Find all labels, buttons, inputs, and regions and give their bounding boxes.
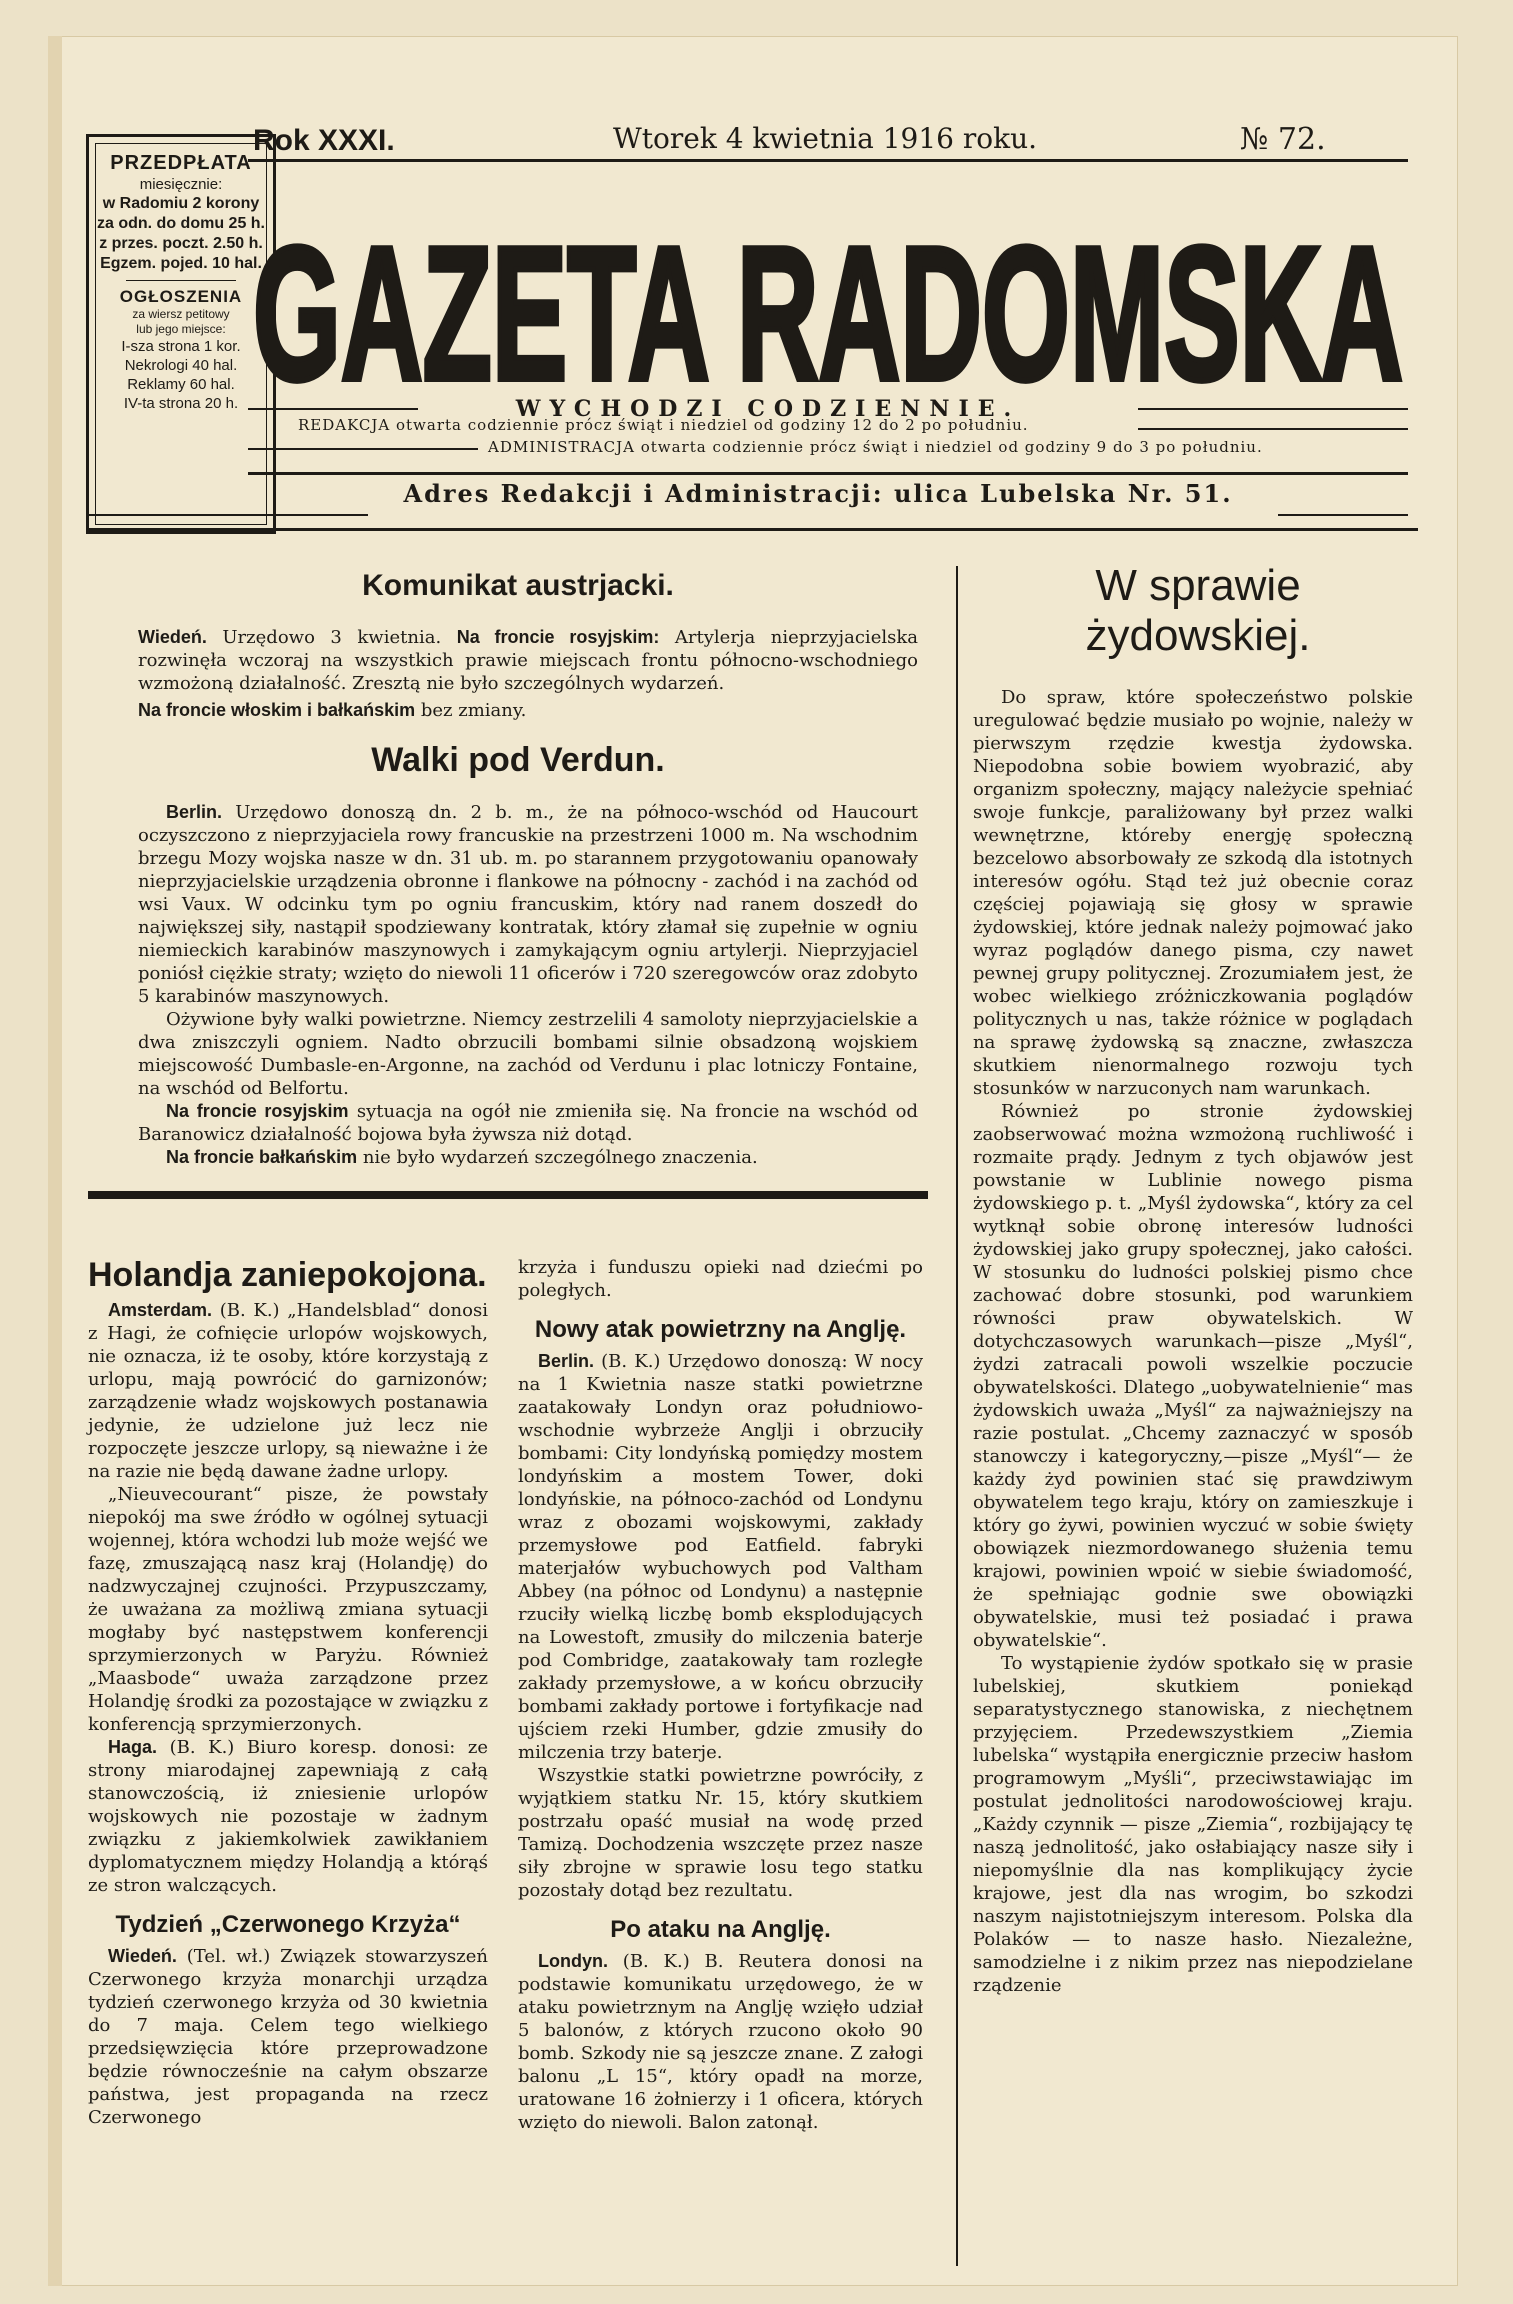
ads-obituaries: Nekrologi 40 hal. (124, 357, 238, 374)
verdun-paragraph-2: Ożywione były walki powietrzne. Niemcy zestrzelili 4 samoloty nieprzyjacielskie a dwa zniszczyli ogniem. Nadto obrzucili bombami silnie obsadzoną wojskiem miejscowość Dumbasle-en-Argonne, na zachód od Verdunu i plac lotniczy Fontaine, na wschód od Belfortu. (138, 1009, 918, 1099)
komunikat-text-a: Urzędowo 3 kwietnia. (222, 627, 442, 648)
po-ataku-text: (B. K.) B. Reutera donosi na podstawie komunikatu urzędowego, że w ataku powietrznym na Anglję wzięło udział 5 balonów, z których rzucono około 90 bomb. Szkody nie są jeszcze znane. Z załogi balonu „L 15“, który opadł na morze, uratowane 16 żołnierzy i 1 oficera, których wzięto do niewoli. Balon zatonął. (518, 1951, 923, 2133)
komunikat-front-1: Na froncie rosyjskim: (456, 627, 660, 647)
headline-holandja: Holandja zaniepokojona. (88, 1256, 487, 1294)
komunikat-front-2: Na froncie włoskim i bałkańskim (138, 700, 416, 720)
verdun-text-3: sytuacja na ogół nie zmieniła się. Na froncie na wschód od Baranowicz działalność bojowa była żywsza niż dotąd. (138, 1101, 918, 1145)
masthead-bottom-rule (88, 528, 1418, 531)
verdun-place: Berlin. (166, 802, 223, 822)
column-right (973, 686, 1413, 1997)
issue-date: Wtorek 4 kwietnia 1916 roku. (613, 122, 1038, 155)
verdun-text-4: nie było wydarzeń szczególnego znaczenia. (362, 1147, 758, 1168)
subscription-radom: w Radomiu 2 korony (102, 195, 260, 212)
hours-rule-left (248, 448, 478, 450)
verdun-text-1: Urzędowo donoszą dn. 2 b. m., że na północo-wschód od Haucourt oczyszczono z nieprzyjaciela rowy francuskie na przestrzeni 1000 m. Na wschodnim brzegu Mozy wojska nasze w dn. 31 ub. m. po starannem przygotowaniu opanowały nieprzyjacielskie urządzenia obronne i flankowe na północny - zachód i na zachód od wsi Vaux. W odcinku tym po ogniu francuskim, który nad ranem doszedł do największej siły, nastąpił spodziewany kontratak, który złamał się zupełnie w ogniu niemieckich karabinów maszynowych i zamykającym ogniu artylerji. Nieprzyjaciel poniósł ciężkie straty; wzięto do niewoli 11 oficerów i 720 szeregowców oraz zdobyto 5 karabinów maszynowych. (138, 802, 918, 1007)
po-ataku-place: Londyn. (538, 1951, 608, 1971)
tydzien-text: (Tel. wł.) Związek stowarzyszeń Czerwonego krzyża monarchji urządza tydzień czerwonego krzyża od 30 kwietnia do 7 maja. Celem tego wielkiego przedsięwzięcia które przeprowadzone będzie równocześnie na całym obszarze państwa, jest propaganda na rzecz Czerwonego (88, 1946, 488, 2128)
verdun-front-1: Na froncie rosyjskim (166, 1101, 349, 1121)
subscription-title: PRZEDPŁATA (110, 152, 252, 174)
headline-verdun: Walki pod Verdun. (371, 741, 665, 779)
subtitle-rule-right (1138, 408, 1408, 410)
holandja-text-1: (B. K.) „Handelsblad“ donosi z Hagi, że cofnięcie urlopów wojskowych, nie oznacza, iż te osoby, które korzystają z urlopu, mają powrócić do garnizonów; zarządzenie władz wojskowych postanawia jedynie, że udzielone już lecz nie rozpoczęte jeszcze urlopy, są nieważne i że na razie nie będą dawane żadne urlopy. (88, 1300, 488, 1482)
holandja-place-2: Haga. (108, 1737, 158, 1757)
headline-zydowska: W sprawie żydowskiej. (1085, 561, 1311, 660)
holandja-paragraph-3 (88, 1736, 488, 1897)
address-rule-top (248, 472, 1408, 475)
hours-rule-right (1138, 428, 1408, 430)
subscription-monthly: miesięcznie: (139, 176, 223, 193)
administration-hours: ADMINISTRACJA otwarta codziennie prócz świąt i niedziel od godziny 9 do 3 po południu. (488, 438, 1263, 456)
issue-number: № 72. (1240, 122, 1326, 157)
subtitle-rule-left (248, 408, 418, 410)
verdun-paragraph-1 (138, 801, 918, 1008)
komunikat-paragraph-2 (138, 699, 918, 722)
ads-page-4: IV-ta strona 20 h. (123, 395, 239, 412)
komunikat-text-c: bez zmiany. (420, 700, 527, 721)
ads-adverts: Reklamy 60 hal. (127, 376, 235, 393)
newspaper-page (48, 36, 1458, 2286)
ads-note-2: lub jego miejsce: (136, 322, 226, 336)
komunikat-place: Wiedeń. (138, 627, 207, 647)
subscription-single: Egzem. pojed. 10 hal. (100, 255, 262, 272)
page-crease (48, 36, 62, 2286)
tydzien-continuation: krzyża i funduszu opieki nad dziećmi po poległych. (518, 1257, 923, 1301)
nowy-atak-text-1: (B. K.) Urzędowo donoszą: W nocy na 1 Kwietnia nasze statki powietrzne zaatakowały Londyn oraz południowo-wschodnie wybrzeże Anglji i obrzuciły bombami: City londyńską pomiędzy mostem londyńskim a mostem Tower, doki londyńskie, na północo-zachód od Londynu wraz z obozami wojskowymi, zakłady przemysłowe pod Eatfield. fabryki materjałów wybuchowych pod Valtham Abbey (na północ od Londynu) a następnie rzuciły wielką liczbę bomb eksplodujących na Lowestoft, zmusiły do milczenia baterje pod Combridge, zaatakowały tam rozległe zakłady przemysłowe, a w końcu obrzuciły bombami zakłady portowe i fortyfikacje nad ujściem rzeki Humber, gdzie zmusiły do milczenia trzy baterje. (518, 1351, 923, 1763)
volume-year: Rok XXXI. (253, 124, 395, 157)
headline-nowy-atak: Nowy atak powietrzny na Anglję. (534, 1316, 907, 1343)
nowy-atak-place: Berlin. (538, 1351, 595, 1371)
subscription-separator (126, 280, 236, 281)
column-middle (518, 1256, 923, 2134)
newspaper-title-text: GAZETA RADOMSKA (253, 208, 1403, 411)
ads-page-1: I-sza strona 1 kor. (121, 338, 241, 355)
ads-title: OGŁOSZENIA (119, 287, 243, 306)
holandja-paragraph-2: „Nieuvecourant“ pisze, że powstały niepokój ma swe źródło w ogólnej sytuacji wojennej, która wchodzi lub może wejść we fazę, zmuszającą nasz kraj (Holandję) do nadzwyczajnej czujności. Przypuszczamy, że uważana za możliwą zmiana sytuacji mogłaby być następstwem konferencji sprzymierzonych w Paryżu. Również „Maasbode“ uważa zarządzone przez Holandję środki za pozostające w związku z konferencją sprzymierzonych. (88, 1484, 488, 1735)
subscription-delivery: za odn. do domu 25 h. (97, 215, 265, 232)
headline-komunikat: Komunikat austrjacki. (362, 569, 674, 602)
headline-tydzien: Tydzień „Czerwonego Krzyża“ (115, 1911, 461, 1938)
holandja-text-3: (B. K.) Biuro koresp. donosi: ze strony miarodajnej zapewniają z całą stanowczością, iż zniesienie urlopów wojskowych nie pozostaje w żadnym związku z jakiemkolwiek zawikłaniem dyplomatycznem między Holandją a którąś ze stron walczących. (88, 1737, 488, 1896)
headline-po-ataku: Po ataku na Anglję. (610, 1916, 831, 1943)
zydowska-paragraph-3: To wystąpienie żydów spotkało się w prasie lubelskiej, skutkiem poniekąd separatystycznego stanowiska, z niechętnem przyjęciem. Przedewszystkiem „Ziemia lubelska“ wystąpiła energicznie przeciw hasłom programowym „Myśli“, przeciwstawiając im postulat jednolitości narodowościowej kraju. „Każdy czynnik — pisze „Ziemia“, rozbijający tę naszą jednolitość, jako osłabiający nasze siły i niepomyślnie dla nas komplikujący życie krajowe, jest dla nas wrogim, bo szkodzi naszym najistotniejszym interesom. Polska dla Polaków — to nasze hasło. Niezależne, samodzielne i z nikim przez nas niepodzielane rządzenie (973, 1653, 1413, 1996)
zydowska-paragraph-2: Również po stronie żydowskiej zaobserwować można wzmożoną ruchliwość i rozmaite prądy. Jednym z tych objawów jest powstanie w Lublinie nowego pisma żydowskiego p. t. „Myśl żydowska“, który za cel wytknął sobie obronę interesów ludności żydowskiej jako grupy społecznej, jako całości. W stosunku do ludności polskiej pismo chce zachować dobre stosunki, pod warunkiem równości praw obywatelskich. W dotychczasowych warunkach—pisze „Myśl“, żydzi zatracali powoli wszelkie poczucie obywatelskości. Dlatego „uobywatelnienie“ mas żydowskich uważa „Myśl“ za najważniejszy na razie postulat. „Chcemy zaznaczyć w sposób stanowczy i kategoryczny,—pisze „Myśl“— że każdy żyd powinien stać się prawdziwym obywatelem tego kraju, który on zamieszkuje i który go żywi, powinien wyczuć w sobie święty obowiązek niezmordowanego służenia temu krajowi, powinien wpoić w siebie świadomość, że spełniając godnie swe obowiązki obywatelskie, musi też posiadać i prawa obywatelskie“. (973, 1101, 1413, 1651)
po-ataku-paragraph (518, 1950, 923, 2134)
holandja-paragraph-1 (88, 1299, 488, 1483)
verdun-front-2: Na froncie bałkańskim (166, 1147, 358, 1167)
verdun-body (138, 801, 918, 1169)
komunikat-paragraph-1 (138, 626, 918, 695)
zydowska-paragraph-1: Do spraw, które społeczeństwo polskie uregulować będzie musiało po wojnie, należy w pierwszym rzędzie kwestja żydowska. Niepodobna sobie bowiem wyobrazić, aby organizm społeczny, mający należycie spełniać swoje funkcje, paraliżowany był przez walki wewnętrzne, któreby energję społeczną bezcelowo absorbowały ze szkodą dla istotnych interesów ogółu. Stąd też już obecnie coraz częściej pojawiają się głosy w sprawie żydowskiej, które jednak należy pojmować jako wyraz poglądów danego pisma, czy nawet pewnej grupy politycznej. Zrozumiałem jest, że wobec wielkiego zróżniczkowania poglądów politycznych u nas, także różnice w poglądach na sprawę żydowską są znaczne, zwłaszcza skutkiem nienormalnego rozwoju tych stosunków w narzuconych nam warunkach. (973, 687, 1413, 1099)
section-rule (88, 1191, 928, 1199)
tydzien-paragraph (88, 1945, 488, 2129)
subscription-box-inner (95, 143, 267, 525)
ads-note-1: za wiersz petitowy (132, 307, 230, 321)
masthead-subtitle: WYCHODZI CODZIENNIE. (515, 396, 1021, 422)
tydzien-place: Wiedeń. (108, 1946, 177, 1966)
nowy-atak-paragraph-2: Wszystkie statki powietrzne powróciły, z wyjątkiem statku Nr. 15, który skutkiem postrzału opaść musiał na wodę przed Tamizą. Dochodzenia wszczęte przez nasze siły zbrojne w sprawie losu tego statku pozostały dotąd bez rezultatu. (518, 1765, 923, 1901)
newspaper-title (243, 161, 1413, 411)
address-rule-left (88, 514, 368, 516)
komunikat-text-b: Artylerja nieprzyjacielska rozwinęła wczoraj na wszystkich prawie miejscach frontu północno-wschodniego wzmożoną działalność. Zresztą nie było szczególnych wydarzeń. (138, 627, 918, 694)
nowy-atak-paragraph-1 (518, 1350, 923, 1764)
office-address: Adres Redakcji i Administracji: ulica Lubelska Nr. 51. (403, 479, 1233, 508)
subscription-post: z przes. poczt. 2.50 h. (99, 235, 263, 252)
column-divider (956, 566, 958, 2266)
address-rule-right (1278, 514, 1408, 516)
verdun-paragraph-3 (138, 1100, 918, 1146)
column-left (88, 1256, 488, 2129)
verdun-paragraph-4 (138, 1146, 918, 1169)
holandja-place-1: Amsterdam. (108, 1300, 213, 1320)
editorial-hours: REDAKCJA otwarta codziennie prócz świąt i niedziel od godziny 12 do 2 po południu. (298, 416, 1029, 434)
